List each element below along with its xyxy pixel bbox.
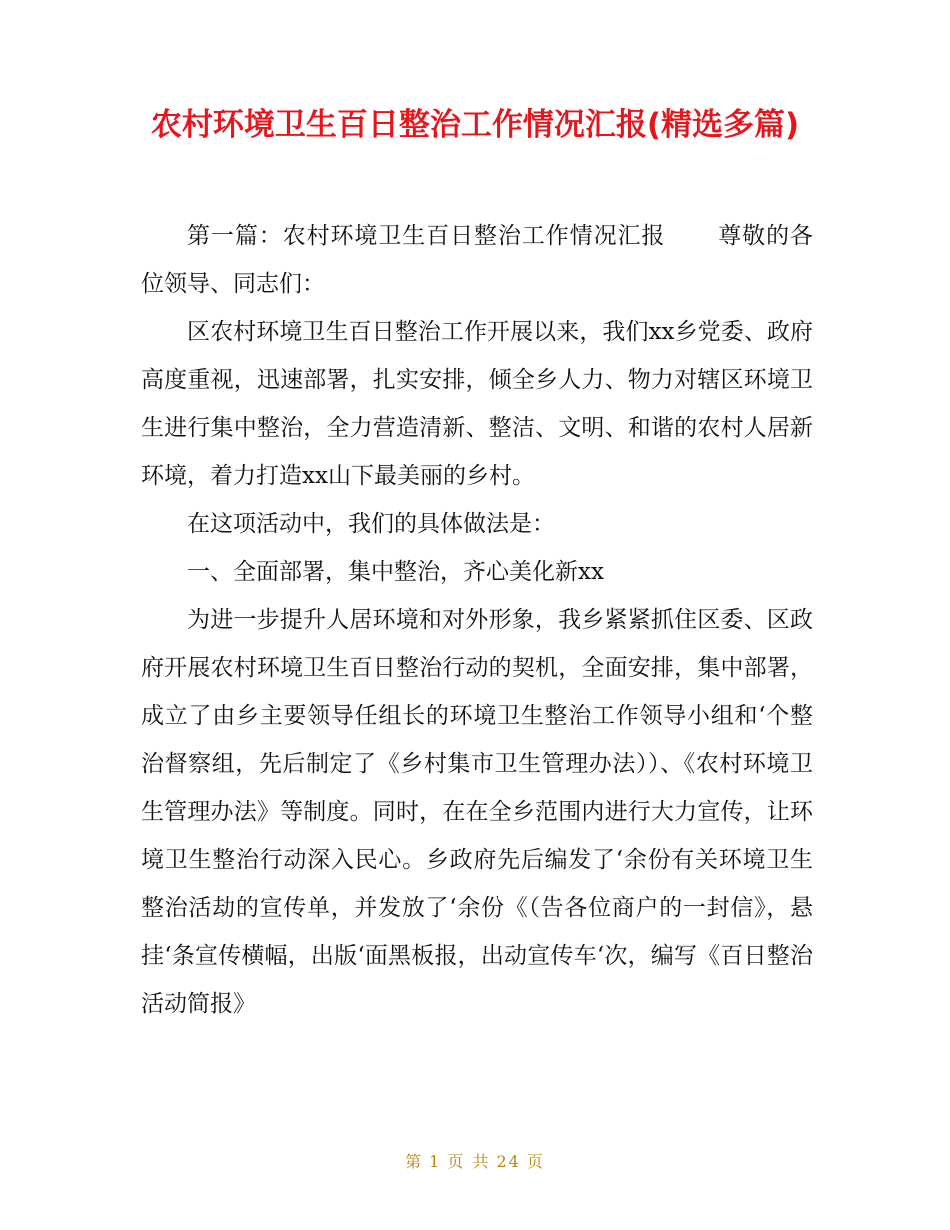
salutation: 尊敬的各位领导、同志们： <box>141 223 814 297</box>
footer-page-number: 1 <box>429 1152 442 1171</box>
footer-suffix: 页 <box>526 1152 545 1171</box>
paragraph-subheading: 一、全面部署，集中整治，齐心美化新xx <box>187 559 604 585</box>
document-body <box>141 212 813 1028</box>
document-title: 农村环境卫生百日整治工作情况汇报(精选多篇) <box>150 107 800 143</box>
paragraph-intro: 区农村环境卫生百日整治工作开展以来，我们xx乡党委、政府高度重视，迅速部署，扎实安排，倾全乡人力、物力对辖区环境卫生进行集中整治，全力营造清新、整洁、文明、和谐的农村人居新环境，着力打造xx山下最美丽的乡村。 <box>141 319 813 489</box>
paragraph-method: 在这项活动中，我们的具体做法是： <box>187 511 555 537</box>
page-footer <box>0 1150 950 1174</box>
section-heading: 第一篇：农村环境卫生百日整治工作情况汇报 <box>187 223 666 249</box>
paragraph-salutation <box>141 212 813 308</box>
footer-middle: 页 共 <box>447 1152 491 1171</box>
footer-prefix: 第 <box>405 1152 424 1171</box>
footer-total-pages: 24 <box>496 1152 521 1171</box>
paragraph-details: 为进一步提升人居环境和对外形象，我乡紧紧抓住区委、区政府开展农村环境卫生百日整治行动的契机，全面安排，集中部署，成立了由乡主要领导任组长的环境卫生整治工作领导小组和‘个整治督察组，先后制定了《乡村集市卫生管理办法））、《农村环境卫生管理办法》等制度。同时，在在全乡范围内进行大力宣传，让环境卫生整治行动深入民心。乡政府先后编发了‘余份有关环境卫生整治活劫的宣传单，并发放了‘余份《（告各位商户的一封信》，悬挂‘条宣传横幅，出版‘面黑板报，出动宣传车‘次，编写《百日整治活动简报》 <box>141 607 813 1017</box>
